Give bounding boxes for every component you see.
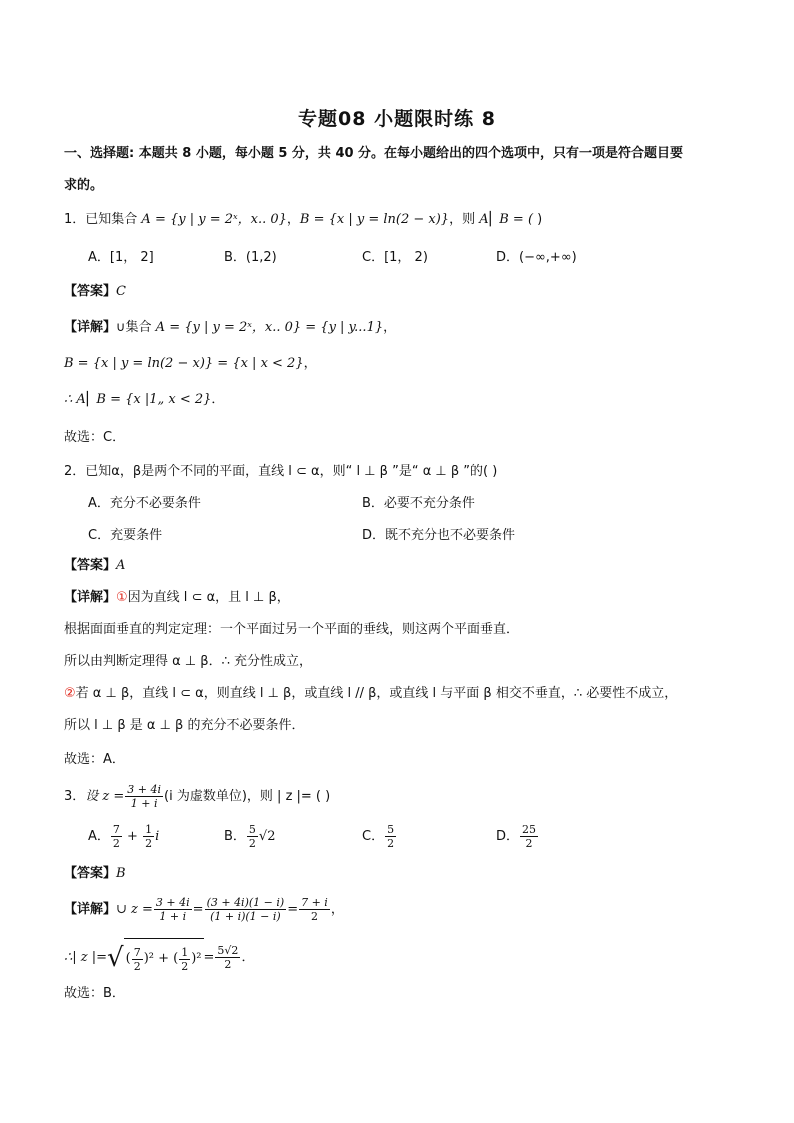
q3-detail-line-1: 【详解】∪ z = $\frac{3 + 4i}{1 + i}$ = $\frac{(3 + 4i)(1 - i)}{(1 + i)(1 - i)}$ = $\frac{7 + i}{2}$ ， bbox=[64, 896, 344, 923]
q1-set-b: B = {x | y = ln(2 − x)} bbox=[299, 212, 450, 227]
q3-choose: 故选：B． bbox=[64, 986, 125, 1001]
q2-choose: 故选：A． bbox=[64, 752, 125, 767]
q1-option-a: A．[1， 2] bbox=[88, 250, 154, 265]
q2-detail-line-4: ②若 α ⊥ β，直线 l ⊂ α，则直线 l ⊥ β，或直线 l // β，或直线 l 与平面 β 相交不垂直，∴ 必要性不成立， bbox=[64, 686, 678, 701]
q1-stem: 1．已知集合 A = {y | y = 2ˣ，x.. 0}，B = {x | y = ln(2 − x)}，则 A⎜ B = ( ) bbox=[64, 212, 543, 227]
q1-expression: A⎜ B = ( bbox=[479, 212, 534, 227]
q1-answer: 【答案】C bbox=[64, 284, 126, 299]
q3-stem: 3．设 z = $\frac{3 + 4i}{1 + i}$ (i 为虚数单位)，则 | z |= ( ) bbox=[64, 783, 331, 810]
section-heading: 一、选择题: 本题共 8 小题，每小题 5 分，共 40 分。在每小题给出的四个选项中，只有一项是符合题目要 bbox=[64, 146, 684, 161]
q1-detail-line-3: ∴ A⎜ B = {x |1„ x < 2}． bbox=[64, 392, 225, 407]
q2-detail-line-1: 【详解】①因为直线 l ⊂ α，且 l ⊥ β， bbox=[64, 590, 290, 605]
q3-option-a: A． $\frac{7}{2}$ + $\frac{1}{2}$ i bbox=[88, 823, 160, 850]
q2-stem: 2．已知α，β是两个不同的平面，直线 l ⊂ α，则“ l ⊥ β ”是“ α ⊥ β ”的( ) bbox=[64, 464, 498, 479]
q1-choose: 故选：C． bbox=[64, 430, 126, 445]
q3-option-d: D． $\frac{25}{2}$ bbox=[496, 823, 537, 850]
square-root: √ ( $\frac{7}{2}$ )² + ( $\frac{1}{2}$ )² bbox=[107, 938, 203, 977]
q1-detail-line-1: 【详解】∪集合 A = {y | y = 2ˣ，x.. 0} = {y | y...1}， bbox=[64, 320, 397, 335]
q1-answer-value: C bbox=[116, 284, 126, 299]
q1-detail-line-2: B = {x | y = ln(2 − x)} = {x | x < 2}， bbox=[64, 356, 317, 371]
q1-set-a: A = {y | y = 2ˣ，x.. 0} bbox=[141, 212, 287, 227]
q3-answer: 【答案】B bbox=[64, 866, 126, 881]
q2-answer-value: A bbox=[116, 558, 126, 573]
q3-option-c: C． $\frac{5}{2}$ bbox=[362, 823, 395, 850]
section-heading-cont: 求的。 bbox=[64, 178, 104, 193]
q1-option-b: B．(1,2) bbox=[224, 250, 277, 265]
circled-two-marker: ② bbox=[64, 686, 76, 701]
q1-option-c: C．[1， 2) bbox=[362, 250, 428, 265]
q2-answer: 【答案】A bbox=[64, 558, 126, 573]
q1-option-d: D．(−∞,+∞) bbox=[496, 250, 577, 265]
q2-detail-line-5: 所以 l ⊥ β 是 α ⊥ β 的充分不必要条件． bbox=[64, 718, 305, 733]
circled-one-marker: ① bbox=[116, 590, 128, 605]
q3-number: 3． bbox=[64, 789, 86, 804]
q1-number: 1． bbox=[64, 212, 86, 227]
q3-answer-value: B bbox=[116, 866, 126, 881]
q3-detail-line-2: ∴| z |= √ ( $\frac{7}{2}$ )² + ( $\frac{1}{2}$ )² = $\frac{5√2}{2}$ ． bbox=[64, 938, 254, 977]
page-title: 专题08 小题限时练 8 bbox=[298, 108, 496, 130]
q3-fraction: $\frac{3 + 4i}{1 + i}$ bbox=[127, 783, 162, 810]
q2-option-c: C．充要条件 bbox=[88, 528, 163, 543]
q2-option-a: A．充分不必要条件 bbox=[88, 496, 201, 511]
q3-option-b: B． $\frac{5}{2}$ √2 bbox=[224, 823, 276, 850]
q2-option-b: B．必要不充分条件 bbox=[362, 496, 475, 511]
q2-number: 2． bbox=[64, 464, 86, 479]
q2-detail-line-2: 根据面面垂直的判定定理：一个平面过另一个平面的垂线，则这两个平面垂直． bbox=[64, 622, 520, 637]
q2-option-d: D．既不充分也不必要条件 bbox=[362, 528, 516, 543]
q2-detail-line-3: 所以由判断定理得 α ⊥ β．∴ 充分性成立， bbox=[64, 654, 312, 669]
